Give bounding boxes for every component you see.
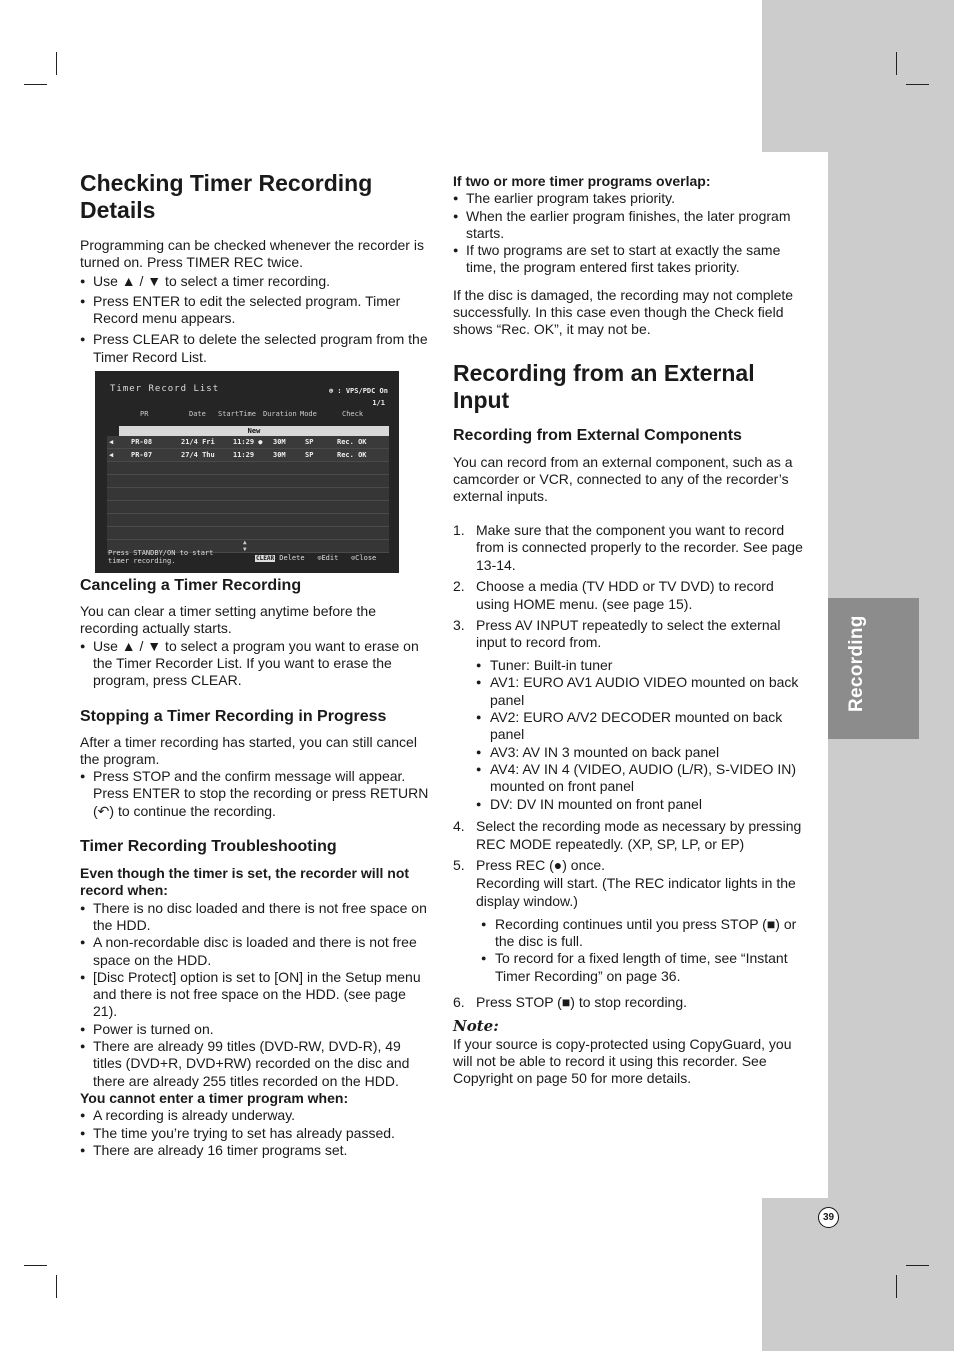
step-number: 5. [453, 857, 465, 874]
step-item [453, 994, 803, 1012]
list-item: ● AV1: EURO AV1 AUDIO VIDEO mounted on back panel [476, 674, 803, 709]
list-item: ● The time you’re trying to set has already passed. [80, 1125, 432, 1142]
cell-duration: 30M [273, 438, 286, 447]
table-row-empty [107, 514, 389, 527]
row-arrow-icon: ◀ [109, 438, 114, 447]
step-number: 4. [453, 817, 465, 834]
timer-record-list-screenshot [95, 371, 399, 573]
section-tab [828, 598, 919, 739]
input-list [476, 657, 803, 813]
list-item: ● There is no disc loaded and there is not free space on the HDD. [80, 900, 432, 935]
table-row [107, 449, 389, 462]
table-row-empty [107, 501, 389, 514]
cancel-text: You can clear a timer setting anytime before the recording actually starts. [80, 603, 376, 637]
crop-mark [24, 1265, 47, 1266]
note-heading: Note: [453, 1016, 499, 1035]
table-row-empty [107, 462, 389, 475]
step-number: 3. [453, 616, 465, 633]
table-row [107, 436, 389, 449]
cell-mode: SP [305, 438, 314, 447]
list-item: ● The earlier program takes priority. [453, 190, 803, 207]
clear-key: CLEAR [256, 555, 275, 563]
stopping-text: After a timer recording has started, you can still cancel the program. [80, 733, 417, 767]
right-column [453, 173, 803, 1088]
left-column [80, 170, 432, 1159]
step-item [453, 578, 803, 614]
overlap-list [453, 190, 803, 276]
side-band-bottom [762, 1198, 954, 1351]
header-pr: PR [140, 410, 149, 419]
note-text: If your source is copy-protected using CopyGuard, you will not be able to record it using this recorder. See Copyright on page 50 for more details. [453, 1035, 792, 1087]
crop-mark [896, 1275, 897, 1298]
list-item: ● Press ENTER to edit the selected program. Timer Record menu appears. [80, 293, 432, 328]
list-item: ● DV: DV IN mounted on front panel [476, 796, 803, 813]
screen-title: Timer Record List [110, 384, 220, 395]
list-item: ● AV4: AV IN 4 (VIDEO, AUDIO (L/R), S-VIDEO IN) mounted on front panel [476, 761, 803, 796]
list-item: ● When the earlier program finishes, the later program starts. [453, 208, 803, 243]
cell-check: Rec. OK [337, 451, 367, 460]
header-duration: Duration [263, 410, 297, 419]
intro-text: Programming can be checked whenever the recorder is turned on. Press TIMER REC twice. [80, 237, 424, 271]
list-item: ● If two programs are set to start at exactly the same time, the program entered first takes priority. [453, 242, 803, 277]
screen-table [107, 426, 389, 553]
cell-check: Rec. OK [337, 438, 367, 447]
steps-list [453, 522, 803, 1012]
step-number: 6. [453, 993, 465, 1010]
cancel-bullets [80, 638, 432, 690]
list-item: ● A recording is already underway. [80, 1107, 432, 1124]
step-item [453, 857, 803, 985]
step-text: Press REC (●) once. [476, 857, 606, 874]
cell-date: 21/4 Fri [181, 438, 215, 447]
step-text: Make sure that the component you want to record from is connected properly to the recorder. See page 13-14. [476, 521, 803, 574]
side-band-top [762, 0, 954, 152]
trouble-lead: Even though the timer is set, the recorder will not record when: [80, 865, 410, 899]
list-item: ● Tuner: Built-in tuner [476, 657, 803, 674]
list-item: ● Power is turned on. [80, 1021, 432, 1038]
trouble-lead-2: You cannot enter a timer program when: [80, 1089, 349, 1106]
stopping-bullets [80, 768, 432, 820]
cell-date: 27/4 Thu [181, 451, 215, 460]
subheading: Recording from External Components [453, 426, 742, 444]
stopping-heading: Stopping a Timer Recording in Progress [80, 707, 387, 725]
list-item: ● Press CLEAR to delete the selected program from the Timer Record List. [80, 331, 432, 366]
table-row-empty [107, 527, 389, 540]
header-date: Date [189, 410, 206, 419]
crop-mark [56, 52, 57, 75]
section-title: Checking Timer Recording Details [80, 170, 373, 223]
cell-pr: PR-07 [131, 451, 153, 460]
overlap-heading: If two or more timer programs overlap: [453, 173, 711, 189]
crop-mark [906, 1265, 929, 1266]
table-row-empty [107, 488, 389, 501]
cell-duration: 30M [273, 451, 286, 460]
cell-time: 11:29 [233, 451, 255, 460]
vps-indicator: ⊕ : VPS/PDC On [328, 387, 388, 396]
list-item: ● Press STOP and the confirm message will appear. Press ENTER to stop the recording or press RETURN (↶) to continue the recording. [80, 768, 432, 820]
step-number: 2. [453, 577, 465, 594]
step-text: Press STOP (■) to stop recording. [476, 993, 688, 1010]
cancel-heading: Canceling a Timer Recording [80, 577, 302, 595]
list-item: ● Use ▲ / ▼ to select a timer recording. [80, 273, 432, 290]
cell-pr: PR-08 [131, 438, 153, 447]
step-text: Choose a media (TV HDD or TV DVD) to record using HOME menu. (see page 15). [476, 577, 774, 612]
step-text: Select the recording mode as necessary by pressing REC MODE repeatedly. (XP, SP, LP, or EP) [476, 817, 802, 852]
crop-mark [896, 52, 897, 75]
new-row: New [119, 426, 389, 436]
cell-mode: SP [305, 451, 314, 460]
step-number: 1. [453, 521, 465, 538]
list-item: ● Recording continues until you press STOP (■) or the disc is full. [481, 916, 803, 951]
page-number: 39 [818, 1207, 839, 1228]
external-intro: You can record from an external component, such as a camcorder or VCR, connected to any of the recorder’s external inputs. [453, 453, 793, 505]
close-label: ⊙Close [350, 554, 377, 563]
crop-mark [906, 84, 929, 85]
screen-controls [255, 554, 376, 562]
rec-notes-list [481, 916, 803, 985]
check-bullets [80, 273, 432, 366]
section-title-2: Recording from an External Input [453, 359, 755, 413]
list-item: ● A non-recordable disc is loaded and there is not free space on the HDD. [80, 934, 432, 969]
step-item [453, 522, 803, 575]
list-item: ● There are already 99 titles (DVD-RW, DVD-R), 49 titles (DVD+R, DVD+RW) recorded on the disc and there are already 255 titles recorded on the HDD. [80, 1038, 432, 1090]
damaged-text: If the disc is damaged, the recording may not complete successfully. In this case even though the Check field shows “Rec. OK”, it may not be. [453, 286, 794, 338]
crop-mark [56, 1275, 57, 1298]
list-item: ● To record for a fixed length of time, see “Instant Timer Recording” on page 36. [481, 950, 803, 985]
trouble-list [80, 900, 432, 1090]
step-item [453, 617, 803, 813]
list-item: ● [Disc Protect] option is set to [ON] in the Setup menu and there is not free space on the HDD. (see page 21). [80, 969, 432, 1021]
scroll-arrows-icon: ▲ ▼ [243, 539, 247, 554]
trouble-list-2 [80, 1107, 432, 1159]
header-starttime: StartTime [218, 410, 256, 419]
crop-mark [24, 84, 47, 85]
delete-label: Delete [279, 554, 305, 563]
header-check: Check [342, 410, 364, 419]
list-item: ● AV3: AV IN 3 mounted on back panel [476, 744, 803, 761]
screen-footer: Press STANDBY/ON to start timer recording. [108, 549, 214, 566]
row-arrow-icon: ◀ [109, 451, 114, 460]
screen-table-header [115, 410, 390, 422]
edit-label: ⊙Edit [317, 554, 339, 563]
list-item: ● Use ▲ / ▼ to select a program you want to erase on the Timer Recorder List. If you want to erase the program, press CLEAR. [80, 638, 432, 690]
step-text-2: Recording will start. (The REC indicator lights in the display window.) [476, 875, 796, 909]
section-tab-label: Recording [846, 615, 867, 712]
table-row-empty [107, 475, 389, 488]
list-item: ● AV2: EURO A/V2 DECODER mounted on back panel [476, 709, 803, 744]
step-item [453, 818, 803, 854]
trouble-heading: Timer Recording Troubleshooting [80, 838, 337, 856]
list-item: ● There are already 16 timer programs set. [80, 1142, 432, 1159]
step-text: Press AV INPUT repeatedly to select the external input to record from. [476, 616, 781, 651]
cell-time: 11:29 ● [233, 438, 263, 447]
header-mode: Mode [300, 410, 317, 419]
page-indicator: 1/1 [372, 399, 385, 408]
